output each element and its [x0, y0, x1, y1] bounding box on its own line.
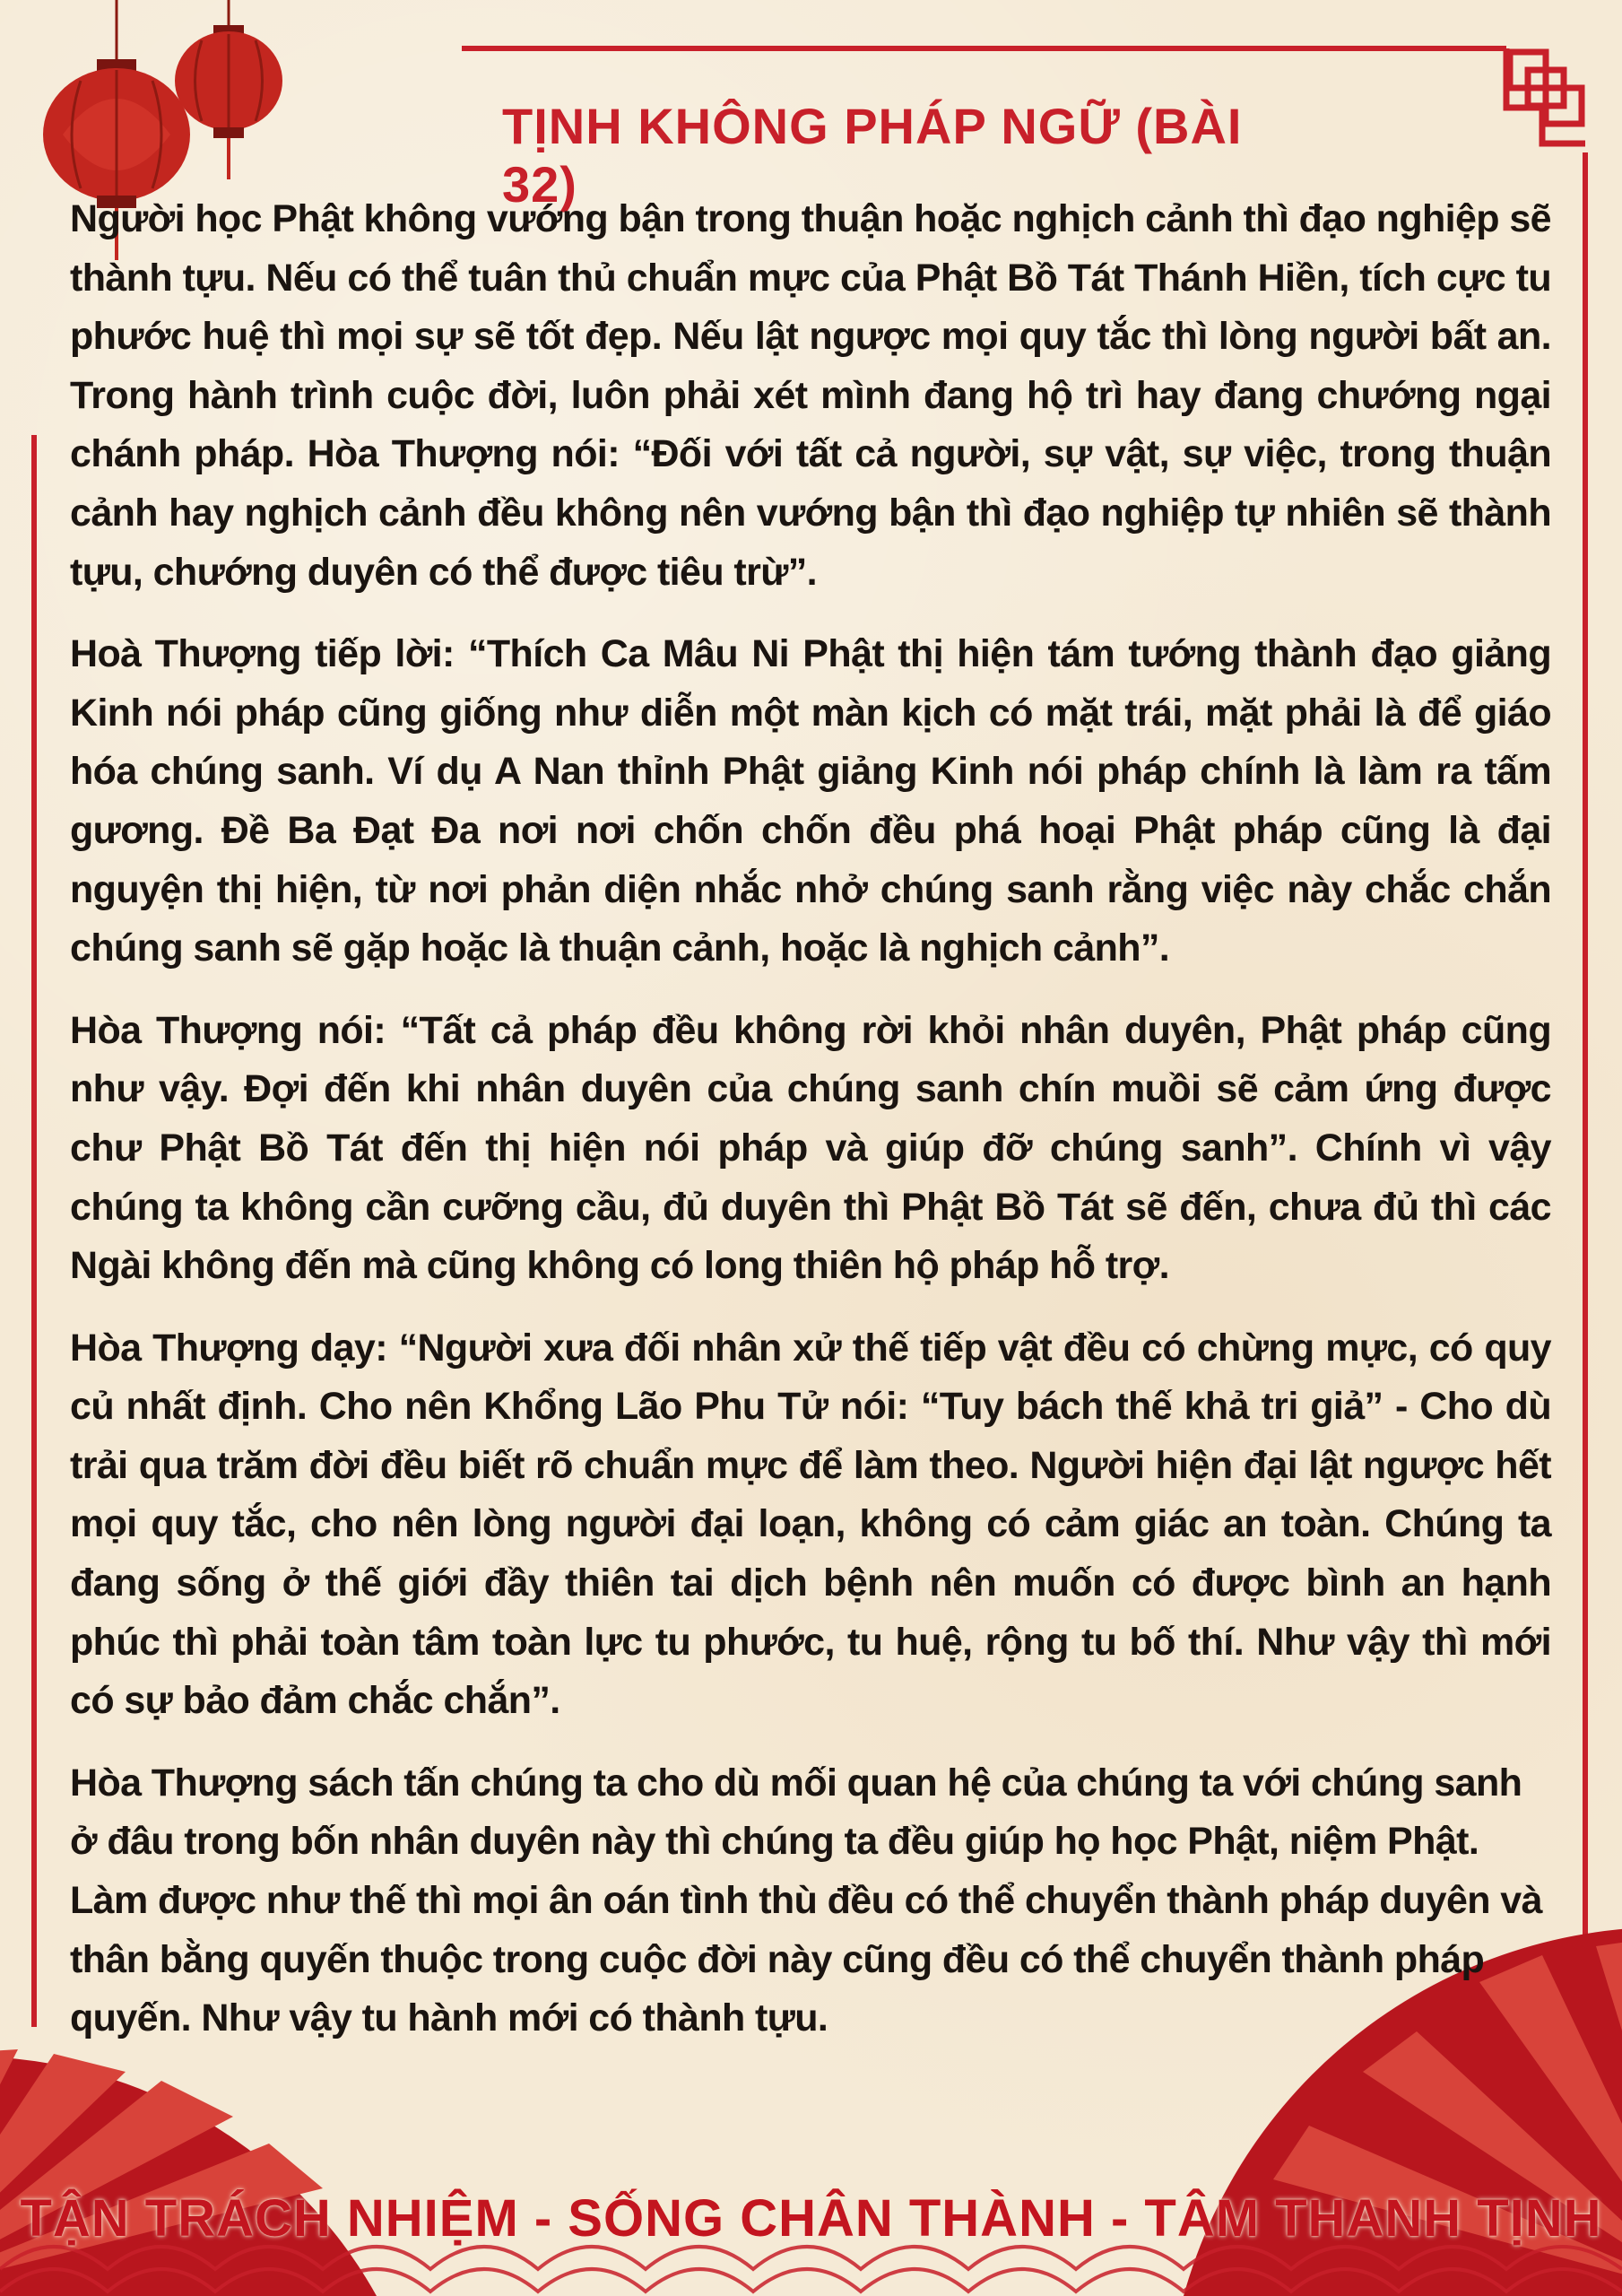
paragraph-5: Hòa Thượng sách tấn chúng ta cho dù mối quan hệ của chúng ta với chúng sanh ở đâu trong bốn nhân duyên này thì chúng ta đều giúp họ học Phật, niệm Phật. Làm được như thế thì mọi ân oán tình thù đều có thể chuyển thành pháp duyên và thân bằng quyến thuộc trong cuộc đời này cũng đều có thể chuyển thành pháp quyến. Như vậy tu hành mới có thành tựu.	[70, 1761, 1542, 2040]
lantern-icon	[175, 0, 282, 179]
corner-knot-icon	[1506, 48, 1585, 144]
fan-icon	[0, 2049, 377, 2296]
paragraph-3: Hòa Thượng nói: “Tất cả pháp đều không rời khỏi nhân duyên, Phật pháp cũng như vậy. Đợi đến khi nhân duyên của chúng sanh chín muồi sẽ cảm ứng được chư Phật Bồ Tát đến thị hiện nói pháp và giúp đỡ chúng sanh”. Chính vì vậy chúng ta không cần cưỡng cầu, đủ duyên thì Phật Bồ Tát sẽ đến, chưa đủ thì các Ngài không đến mà cũng không có long thiên hộ pháp hỗ trợ.	[70, 1008, 1551, 1288]
paragraph-2: Hoà Thượng tiếp lời: “Thích Ca Mâu Ni Phật thị hiện tám tướng thành đạo giảng Kinh nói pháp cũng giống như diễn một màn kịch có mặt trái, mặt phải là để giáo hóa chúng sanh. Ví dụ A Nan thỉnh Phật giảng Kinh nói pháp chính là làm ra tấm gương. Đề Ba Đạt Đa nơi nơi chốn chốn đều phá hoại Phật pháp cũng là đại nguyện thị hiện, từ nơi phản diện nhắc nhở chúng sanh rằng việc này chắc chắn chúng sanh sẽ gặp hoặc là thuận cảnh, hoặc là nghịch cảnh”.	[70, 632, 1551, 970]
footer-slogan: TẬN TRÁCH NHIỆM - SỐNG CHÂN THÀNH - TÂM THANH TỊNH	[20, 2189, 1602, 2248]
paragraph-4: Hòa Thượng dạy: “Người xưa đối nhân xử thế tiếp vật đều có chừng mực, có quy củ nhất định. Cho nên Khổng Lão Phu Tử nói: “Tuy bách thế khả tri giả” - Cho dù trải qua trăm đời đều biết rõ chuẩn mực để làm theo. Người hiện đại lật ngược hết mọi quy tắc, cho nên lòng người đại loạn, không có cảm giác an toàn. Chúng ta đang sống ở thế giới đầy thiên tai dịch bệnh nên muốn có được bình an hạnh phúc thì phải toàn tâm toàn lực tu phước, tu huệ, rộng tu bố thí. Như vậy thì mới có sự bảo đảm chắc chắn”.	[70, 1326, 1551, 1723]
body-text	[70, 190, 1551, 2072]
page-title: TỊNH KHÔNG PHÁP NGỮ (BÀI 32)	[502, 98, 1243, 213]
paragraph-1: Người học Phật không vướng bận trong thuận hoặc nghịch cảnh thì đạo nghiệp sẽ thành tựu. Nếu có thể tuân thủ chuẩn mực của Phật Bồ Tát Thánh Hiền, tích cực tu phước huệ thì mọi sự sẽ tốt đẹp. Nếu lật ngược mọi quy tắc thì lòng người bất an. Trong hành trình cuộc đời, luôn phải xét mình đang hộ trì hay đang chướng ngại chánh pháp. Hòa Thượng nói: “Đối với tất cả người, sự vật, sự việc, trong thuận cảnh hay nghịch cảnh đều không nên vướng bận thì đạo nghiệp tự nhiên sẽ thành tựu, chướng duyên có thể được tiêu trừ”.	[70, 197, 1551, 594]
